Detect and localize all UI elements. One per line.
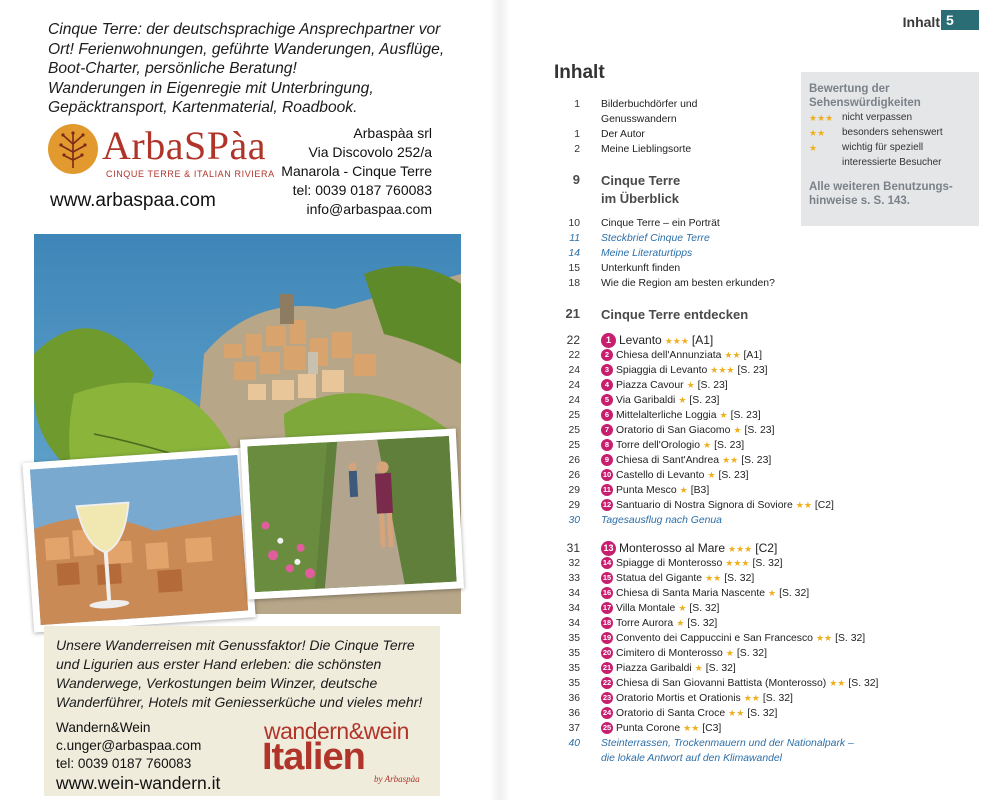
toc-page-number: 10 xyxy=(568,218,580,229)
intro-text xyxy=(48,20,448,118)
toc-entry-label: im Überblick xyxy=(601,191,680,206)
toc-page-number: 34 xyxy=(568,588,580,599)
map-reference: [S. 23] xyxy=(718,470,749,481)
toc-entry-label: Monterosso al Mare xyxy=(619,541,726,555)
toc-entry xyxy=(601,112,677,127)
intro-line: Ort! Ferienwohnungen, geführte Wanderungen, Ausflüge, xyxy=(48,40,445,58)
rating-stars-icon: ★ xyxy=(719,410,728,420)
numbered-badge-icon: 3 xyxy=(601,364,613,376)
toc-page-number: 26 xyxy=(568,470,580,481)
map-reference: [S. 32] xyxy=(724,573,755,584)
map-reference: [S. 32] xyxy=(689,603,720,614)
address-line: Manarola - Cinque Terre xyxy=(281,163,432,179)
map-reference: [S. 32] xyxy=(762,693,793,704)
toc-page-number: 22 xyxy=(568,350,580,361)
intro-line: Wanderungen in Eigenregie mit Unterbringung, xyxy=(48,79,374,97)
website-link[interactable]: www.arbaspaa.com xyxy=(50,190,216,211)
olive-tree-icon xyxy=(48,124,98,174)
rating-stars-icon: ★★★ xyxy=(728,544,753,554)
toc-page-number: 9 xyxy=(572,172,580,187)
intro-line: Cinque Terre: der deutschsprachige Ansprechpartner vor xyxy=(48,21,441,38)
toc-entry-label: Statua del Gigante xyxy=(616,573,703,584)
rating-stars-icon: ★★ xyxy=(724,350,741,360)
toc-page-number: 14 xyxy=(568,248,580,259)
address-line: Arbaspàa srl xyxy=(353,125,432,141)
toc-page-number: 25 xyxy=(568,425,580,436)
toc-entry xyxy=(601,483,709,498)
toc-page-number: 36 xyxy=(568,708,580,719)
toc-entry xyxy=(601,127,645,142)
toc-entry xyxy=(601,513,722,528)
toc-entry xyxy=(601,408,761,423)
toc-entry xyxy=(601,468,749,483)
page-gutter xyxy=(490,0,510,800)
map-reference: [A1] xyxy=(743,350,763,361)
legend-label: wichtig für speziell xyxy=(842,142,924,153)
ad-contact xyxy=(56,719,201,773)
toc-entry xyxy=(601,601,719,616)
toc-entry-label: Torre Aurora xyxy=(616,618,674,629)
toc-page-number: 30 xyxy=(568,515,580,526)
toc-page-number: 18 xyxy=(568,278,580,289)
toc-entry xyxy=(601,378,728,393)
toc-entry xyxy=(601,571,754,586)
numbered-badge-icon: 10 xyxy=(602,470,612,479)
toc-entry-label: die lokale Antwort auf den Klimawandel xyxy=(601,753,782,764)
legend-row xyxy=(809,111,971,125)
wine-glass-photo-image xyxy=(30,455,248,625)
toc-entry-label: Castello di Levanto xyxy=(616,470,705,481)
toc-entry xyxy=(601,261,680,276)
map-reference: [S. 23] xyxy=(744,425,775,436)
map-reference: [S. 23] xyxy=(741,455,772,466)
toc-entry-label: Oratorio di Santa Croce xyxy=(616,708,726,719)
toc-entry xyxy=(601,142,691,157)
wine-glass-photo xyxy=(22,447,255,632)
rating-stars-icon: ★★ xyxy=(815,633,833,643)
toc-entry-label: Oratorio di San Giacomo xyxy=(616,425,731,436)
toc-page-number: 33 xyxy=(568,573,580,584)
toc-entry-label: Steckbrief Cinque Terre xyxy=(601,233,710,244)
numbered-badge-icon: 14 xyxy=(602,558,612,567)
toc-page-number: 2 xyxy=(574,144,580,155)
numbered-badge-icon: 7 xyxy=(601,424,613,436)
rating-stars-icon: ★★ xyxy=(743,693,760,703)
toc-entry-label: Chiesa di Santa Maria Nascente xyxy=(616,588,766,599)
toc-entry-label: Cinque Terre – ein Porträt xyxy=(601,218,720,229)
numbered-badge-icon: 11 xyxy=(601,484,613,496)
legend-title: Bewertung der Sehenswürdigkeiten xyxy=(809,83,921,109)
map-reference: [S. 23] xyxy=(737,365,768,376)
rating-stars-icon: ★ xyxy=(707,470,716,480)
toc-entry-label: Oratorio Mortis et Orationis xyxy=(616,693,741,704)
rating-stars-icon: ★★★ xyxy=(710,365,735,375)
toc-entry xyxy=(601,393,719,408)
toc-page-number: 36 xyxy=(568,693,580,704)
toc-entry xyxy=(601,646,767,661)
numbered-badge-icon: 24 xyxy=(602,708,612,717)
toc-entry-label: Villa Montale xyxy=(616,603,676,614)
toc-entry-label: Punta Mesco xyxy=(616,485,677,496)
rating-stars-icon: ★ xyxy=(733,425,742,435)
toc-entry xyxy=(601,348,762,363)
map-reference: [C3] xyxy=(702,723,722,734)
ad-website-link[interactable]: www.wein-wandern.it xyxy=(56,773,221,793)
legend-row xyxy=(809,141,971,155)
toc-page-number: 21 xyxy=(565,306,580,321)
map-reference: [S. 23] xyxy=(730,410,761,421)
intro-line: Gepäcktransport, Kartenmaterial, Roadbook. xyxy=(48,99,358,116)
ad-contact-name: Wandern&Wein xyxy=(56,720,151,735)
toc-page-number: 24 xyxy=(568,380,580,391)
toc-page-number: 24 xyxy=(568,365,580,376)
brand-name: ArbaSPàa xyxy=(102,123,266,168)
toc-entry-label: Cimitero di Monterosso xyxy=(616,648,723,659)
toc-entry xyxy=(601,97,697,112)
rating-stars-icon: ★★ xyxy=(722,455,739,465)
map-reference: [S. 32] xyxy=(848,678,879,689)
toc-title: Inhalt xyxy=(554,62,605,83)
toc-entry xyxy=(601,190,679,208)
toc-page-number: 1 xyxy=(574,129,580,140)
numbered-badge-icon: 20 xyxy=(602,648,612,657)
legend-row xyxy=(809,126,971,140)
toc-entry-label: Piazza Cavour xyxy=(616,380,684,391)
hikers-photo xyxy=(240,428,464,599)
toc-entry-label: Cinque Terre xyxy=(601,173,681,188)
toc-entry xyxy=(601,616,717,631)
toc-page-number: 35 xyxy=(568,678,580,689)
toc-page-number: 11 xyxy=(569,233,580,244)
numbered-badge-icon: 16 xyxy=(602,588,612,597)
ad-contact-phone: tel: 0039 0187 760083 xyxy=(56,756,192,771)
numbered-badge-icon: 18 xyxy=(602,618,612,627)
toc-entry-label: Chiesa di San Giovanni Battista (Monterosso) xyxy=(616,678,827,689)
toc-entry xyxy=(601,556,783,571)
rating-stars-icon: ★★ xyxy=(829,678,846,688)
toc-page-number: 35 xyxy=(568,648,580,659)
toc-entry-label: Torre dell'Orologio xyxy=(616,440,700,451)
left-page xyxy=(0,0,490,800)
toc-entry xyxy=(601,498,834,513)
toc-page-number: 26 xyxy=(568,455,580,466)
toc-entry xyxy=(601,736,854,751)
rating-stars-icon: ★★ xyxy=(728,708,745,718)
toc-entry xyxy=(601,706,777,721)
rating-stars-icon: ★ xyxy=(676,618,685,628)
address-block xyxy=(281,124,432,219)
map-reference: [A1] xyxy=(691,333,714,347)
numbered-badge-icon: 15 xyxy=(602,573,612,582)
ad-contact-email[interactable]: c.unger@arbaspaa.com xyxy=(56,738,202,753)
numbered-badge-icon: 1 xyxy=(601,333,616,348)
map-reference: [S. 23] xyxy=(714,440,745,451)
toc-entry xyxy=(601,216,720,231)
ad-line: Wanderführer, Hotels mit Geniesserküche und vieles mehr! xyxy=(56,694,423,710)
toc-entry-label: Chiesa di Sant'Andrea xyxy=(616,455,720,466)
rating-stars-icon: ★★★ xyxy=(664,336,689,346)
toc-entry xyxy=(601,333,713,349)
toc-entry-label: Santuario di Nostra Signora di Soviore xyxy=(616,500,793,511)
map-reference: [S. 32] xyxy=(747,708,778,719)
email-link[interactable]: info@arbaspaa.com xyxy=(306,201,432,217)
running-head: Inhalt xyxy=(902,14,940,30)
toc-entry xyxy=(601,276,775,291)
toc-entry xyxy=(601,661,736,676)
numbered-badge-icon: 12 xyxy=(602,500,612,509)
numbered-badge-icon: 4 xyxy=(601,379,613,391)
numbered-badge-icon: 9 xyxy=(601,454,613,466)
toc-entry-label: Via Garibaldi xyxy=(616,395,676,406)
numbered-badge-icon: 22 xyxy=(602,678,612,687)
hikers-photo-image xyxy=(247,436,456,592)
toc-page-number: 29 xyxy=(568,500,580,511)
toc-entry-label: Convento dei Cappuccini e San Francesco xyxy=(616,633,813,644)
rating-stars-icon: ★★★ xyxy=(725,558,750,568)
ad-text xyxy=(56,636,422,712)
toc-entry xyxy=(601,453,771,468)
toc-page-number: 35 xyxy=(568,663,580,674)
map-reference: [S. 32] xyxy=(835,633,866,644)
toc-entry-label: Meine Literaturtipps xyxy=(601,248,693,259)
rating-stars-icon: ★★ xyxy=(795,500,812,510)
map-reference: [S. 32] xyxy=(752,558,783,569)
toc-entry-label: Levanto xyxy=(619,333,662,347)
legend-label: besonders sehenswert xyxy=(842,127,943,138)
legend-row xyxy=(809,156,971,170)
map-reference: [C2] xyxy=(814,500,834,511)
toc-page-number: 1 xyxy=(574,99,580,110)
toc-entry xyxy=(601,306,748,324)
toc-page-number: 25 xyxy=(568,410,580,421)
numbered-badge-icon: 21 xyxy=(602,663,612,672)
rating-stars-icon: ★ xyxy=(768,588,777,598)
rating-stars-icon: ★ xyxy=(678,603,687,613)
map-reference: [S. 32] xyxy=(687,618,718,629)
brand-subtitle: CINQUE TERRE & ITALIAN RIVIERA xyxy=(106,169,275,179)
rating-stars-icon: ★★ xyxy=(683,723,700,733)
ad-line: Unsere Wanderreisen mit Genussfaktor! Die Cinque Terre xyxy=(56,637,415,653)
toc-entry-label: Spiagge di Monterosso xyxy=(616,558,723,569)
toc-page-number: 34 xyxy=(568,618,580,629)
legend-note: Alle weiteren Benutzungs- hinweise s. S. 143. xyxy=(809,181,953,207)
rating-stars-icon: ★ xyxy=(679,485,688,495)
map-reference: [B3] xyxy=(690,485,710,496)
intro-line: Boot-Charter, persönliche Beratung! xyxy=(48,60,297,77)
toc-page-number: 35 xyxy=(568,633,580,644)
star-icon: ★★★ xyxy=(809,113,834,123)
ad-line: Wanderwege, Verkostungen beim Winzer, deutsche xyxy=(56,675,378,691)
ww-logo-main: Italien xyxy=(262,736,365,778)
toc-entry-label: Cinque Terre entdecken xyxy=(601,307,749,322)
legend-label: interessierte Besucher xyxy=(842,157,942,168)
toc-entry xyxy=(601,423,774,438)
toc-entry xyxy=(601,751,782,766)
numbered-badge-icon: 25 xyxy=(602,723,612,732)
toc-page-number: 22 xyxy=(566,333,580,347)
star-icon: ★★ xyxy=(809,128,826,138)
numbered-badge-icon: 23 xyxy=(602,693,612,702)
rating-stars-icon: ★★ xyxy=(705,573,722,583)
toc-entry-label: Genusswandern xyxy=(601,114,677,125)
toc-page-number: 31 xyxy=(566,541,580,555)
map-reference: [S. 32] xyxy=(736,648,767,659)
rating-stars-icon: ★ xyxy=(678,395,687,405)
ad-line: und Ligurien aus erster Hand erleben: die schönsten xyxy=(56,656,382,672)
toc-entry xyxy=(601,691,793,706)
toc-page-number: 37 xyxy=(568,723,580,734)
map-reference: [S. 23] xyxy=(697,380,728,391)
toc-entry-label: Meine Lieblingsorte xyxy=(601,144,692,155)
numbered-badge-icon: 8 xyxy=(601,439,613,451)
toc-entry xyxy=(601,246,692,261)
ww-logo-by: by Arbaspàa xyxy=(374,774,420,784)
rating-stars-icon: ★ xyxy=(686,380,695,390)
toc-entry-label: Der Autor xyxy=(601,129,645,140)
toc-entry xyxy=(601,231,710,246)
toc-entry xyxy=(601,363,768,378)
numbered-badge-icon: 6 xyxy=(601,409,613,421)
toc-page-number: 34 xyxy=(568,603,580,614)
numbered-badge-icon: 13 xyxy=(601,541,616,556)
toc-entry-label: Steinterrassen, Trockenmauern und der Nationalpark – xyxy=(601,738,854,749)
toc-page-number: 32 xyxy=(568,558,580,569)
star-icon: ★ xyxy=(809,143,818,153)
star-icon xyxy=(809,156,842,170)
map-reference: [S. 32] xyxy=(779,588,810,599)
numbered-badge-icon: 5 xyxy=(601,394,613,406)
map-reference: [C2] xyxy=(755,541,778,555)
toc-page-number: 15 xyxy=(568,263,580,274)
toc-entry xyxy=(601,172,680,190)
toc-entry xyxy=(601,438,744,453)
toc-entry xyxy=(601,676,878,691)
ww-logo-top: wandern&wein xyxy=(264,718,409,744)
rating-stars-icon: ★ xyxy=(703,440,712,450)
toc-entry-label: Tagesausflug nach Genua xyxy=(601,515,722,526)
toc-entry-label: Chiesa dell'Annunziata xyxy=(616,350,722,361)
address-line: tel: 0039 0187 760083 xyxy=(292,182,432,198)
numbered-badge-icon: 2 xyxy=(601,349,613,361)
rating-stars-icon: ★ xyxy=(725,648,734,658)
toc-entry-label: Bilderbuchdörfer und xyxy=(601,99,698,110)
toc-entry xyxy=(601,586,809,601)
toc-entry-label: Piazza Garibaldi xyxy=(616,663,692,674)
address-line: Via Discovolo 252/a xyxy=(308,144,432,160)
map-reference: [S. 23] xyxy=(689,395,720,406)
toc-page-number: 25 xyxy=(568,440,580,451)
numbered-badge-icon: 19 xyxy=(602,633,612,642)
map-reference: [S. 32] xyxy=(705,663,736,674)
toc-entry-label: Unterkunft finden xyxy=(601,263,681,274)
wandern-wein-ad xyxy=(44,626,440,796)
legend-label: nicht verpassen xyxy=(842,112,913,123)
toc-page-number: 40 xyxy=(568,738,580,749)
toc-page-number: 24 xyxy=(568,395,580,406)
toc-entry xyxy=(601,721,721,736)
rating-stars-icon: ★ xyxy=(694,663,703,673)
toc-entry-label: Wie die Region am besten erkunden? xyxy=(601,278,775,289)
toc-entry-label: Punta Corone xyxy=(616,723,681,734)
numbered-badge-icon: 17 xyxy=(602,603,612,612)
rating-legend xyxy=(801,72,979,226)
toc-entry-label: Spiaggia di Levanto xyxy=(616,365,708,376)
toc-entry xyxy=(601,541,777,557)
toc-entry-label: Mittelalterliche Loggia xyxy=(616,410,717,421)
toc-page-number: 29 xyxy=(568,485,580,496)
toc-entry xyxy=(601,631,865,646)
page-number: 5 xyxy=(941,10,979,30)
